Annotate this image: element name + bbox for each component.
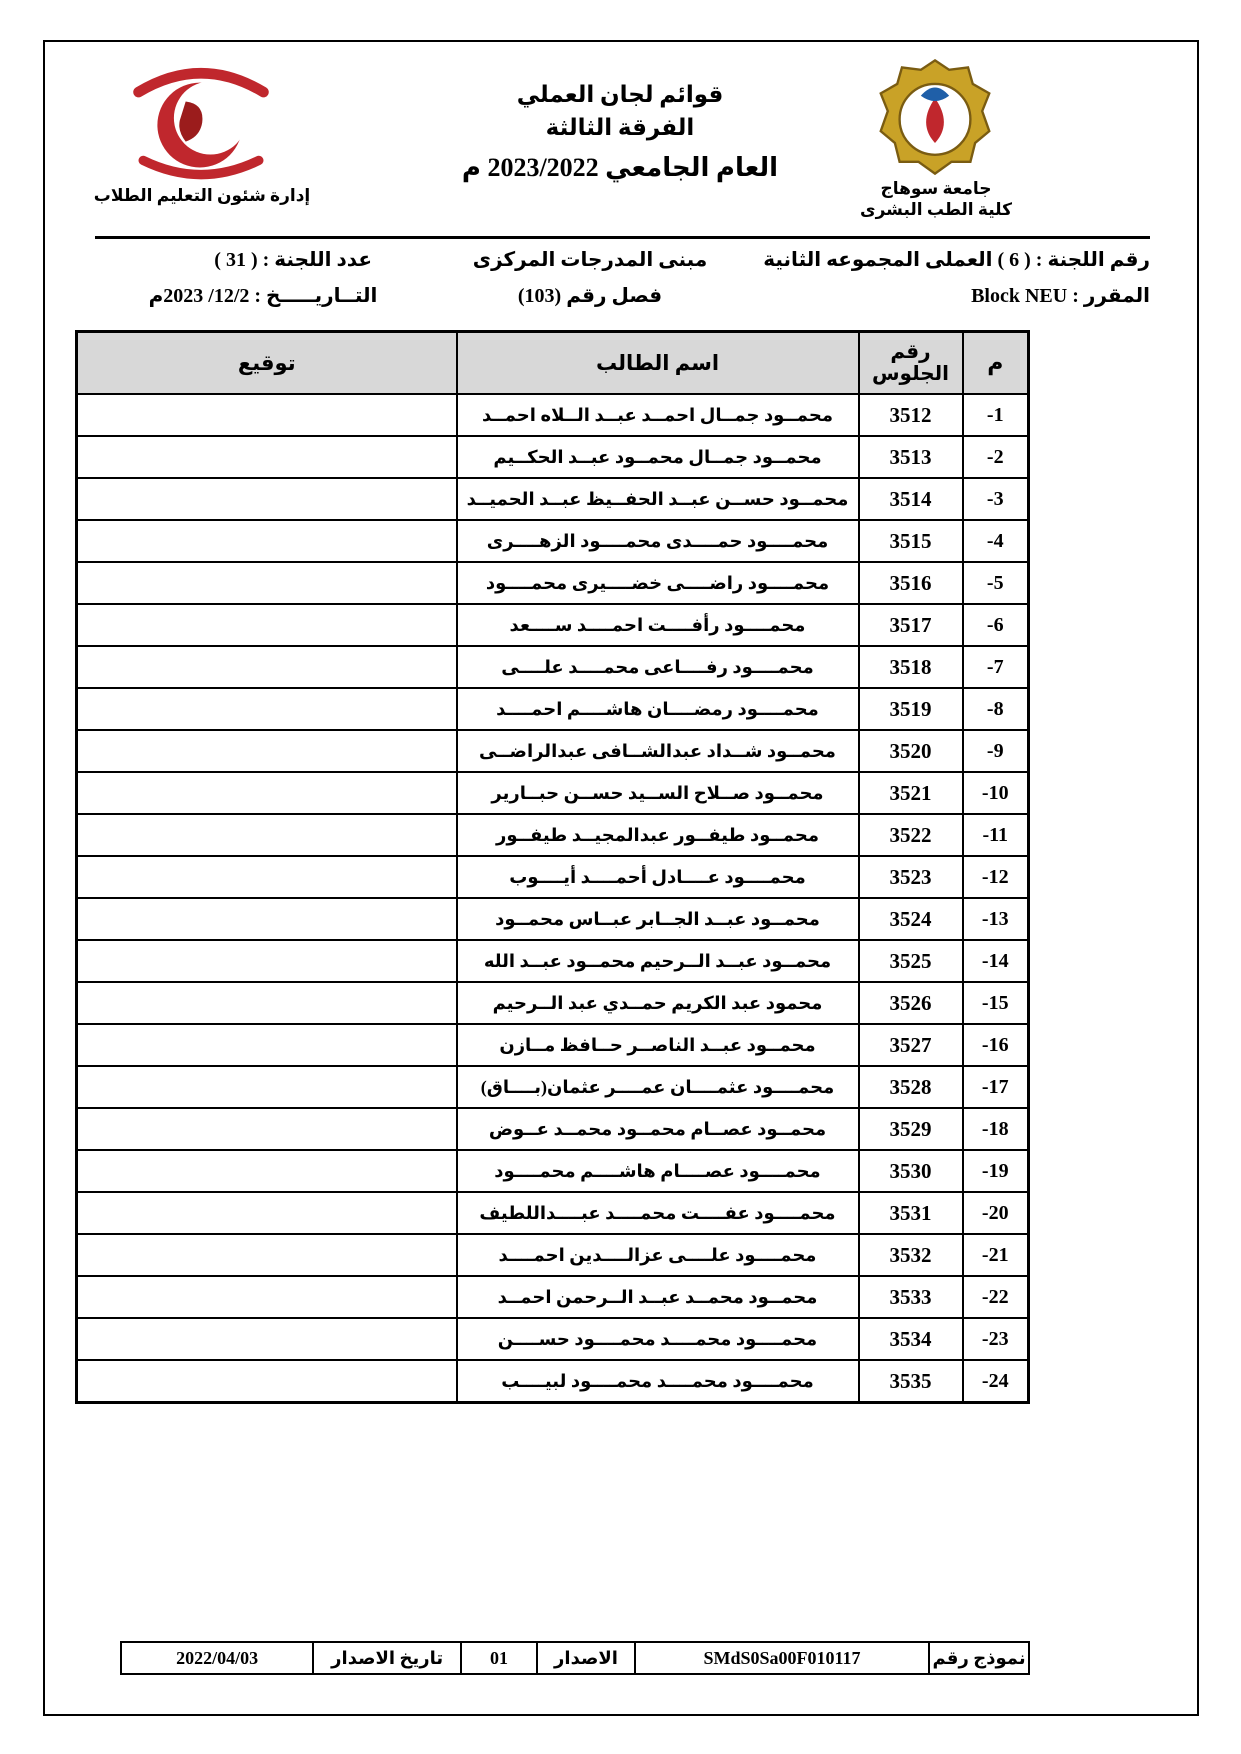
row-index: 24- — [963, 1360, 1029, 1403]
row-index: 20- — [963, 1192, 1029, 1234]
seat-number: 3522 — [859, 814, 963, 856]
row-index: 17- — [963, 1066, 1029, 1108]
table-row — [77, 730, 1029, 772]
seat-number: 3530 — [859, 1150, 963, 1192]
row-index: 6- — [963, 604, 1029, 646]
student-name: محمــــود رمضــــان هاشــــم احمــــد — [457, 688, 859, 730]
row-index: 5- — [963, 562, 1029, 604]
signature-cell — [77, 520, 457, 562]
seat-number: 3534 — [859, 1318, 963, 1360]
row-index: 19- — [963, 1150, 1029, 1192]
signature-cell — [77, 1360, 457, 1403]
seat-number: 3521 — [859, 772, 963, 814]
seat-number: 3514 — [859, 478, 963, 520]
student-name: محمــود حســن عبــد الحفــيظ عبــد الحميــد — [457, 478, 859, 520]
table-row — [77, 1318, 1029, 1360]
table-row — [77, 940, 1029, 982]
table-row — [77, 814, 1029, 856]
table-row — [77, 1276, 1029, 1318]
header-name: اسم الطالب — [457, 332, 859, 395]
seat-number: 3532 — [859, 1234, 963, 1276]
department-name: إدارة شئون التعليم الطلاب — [93, 186, 311, 205]
title-line-1: قوائم لجان العملي — [516, 82, 724, 107]
row-index: 7- — [963, 646, 1029, 688]
seat-number: 3527 — [859, 1024, 963, 1066]
room-number: فصل رقم (103) — [517, 285, 663, 307]
student-name: محمــــود محمــــد محمــــود حســــن — [457, 1318, 859, 1360]
university-emblem-logo — [876, 58, 994, 176]
committee-number: رقم اللجنة : ( 6 ) العملى المجموعه الثانية — [763, 249, 1150, 271]
seat-number: 3531 — [859, 1192, 963, 1234]
student-name: محمــود صــلاح الســيد حســن حبــارير — [457, 772, 859, 814]
seat-number: 3524 — [859, 898, 963, 940]
seat-number: 3513 — [859, 436, 963, 478]
title-line-2: الفرقة الثالثة — [545, 115, 695, 141]
seat-number: 3526 — [859, 982, 963, 1024]
row-index: 13- — [963, 898, 1029, 940]
table-row — [77, 604, 1029, 646]
signature-cell — [77, 982, 457, 1024]
row-index: 3- — [963, 478, 1029, 520]
document-title-block — [350, 78, 890, 183]
signature-cell — [77, 898, 457, 940]
student-name: محمــود طيفــور عبدالمجيــد طيفــور — [457, 814, 859, 856]
table-row — [77, 436, 1029, 478]
student-name: محمــــود عفــــت محمــــد عبــــداللطيف — [457, 1192, 859, 1234]
signature-cell — [77, 1066, 457, 1108]
student-name: محمــــود حمــــدى محمــــود الزهــــرى — [457, 520, 859, 562]
row-index: 21- — [963, 1234, 1029, 1276]
student-name: محمــــود رأفــــت احمــــد ســــعد — [457, 604, 859, 646]
issue-date-label: تاريخ الاصدار — [313, 1642, 461, 1674]
table-row — [77, 1024, 1029, 1066]
table-row — [77, 1108, 1029, 1150]
student-name: محمــود جمــال محمــود عبــد الحكــيم — [457, 436, 859, 478]
table-row — [77, 1192, 1029, 1234]
student-name: محمــــود راضــــى خضــــيرى محمــــود — [457, 562, 859, 604]
seat-number: 3529 — [859, 1108, 963, 1150]
row-index: 11- — [963, 814, 1029, 856]
student-name: محمــــود عصــــام هاشــــم محمــــود — [457, 1150, 859, 1192]
seat-number: 3512 — [859, 394, 963, 436]
signature-cell — [77, 1150, 457, 1192]
row-index: 10- — [963, 772, 1029, 814]
table-row — [77, 520, 1029, 562]
seat-number: 3516 — [859, 562, 963, 604]
issue-date-value: 2022/04/03 — [121, 1642, 313, 1674]
red-crescent-logo — [112, 52, 290, 184]
table-row — [77, 478, 1029, 520]
row-index: 15- — [963, 982, 1029, 1024]
footer-strip — [120, 1641, 1030, 1675]
title-line-3: العام الجامعي 2023/2022 م — [461, 152, 779, 182]
row-index: 23- — [963, 1318, 1029, 1360]
row-index: 14- — [963, 940, 1029, 982]
seat-number: 3518 — [859, 646, 963, 688]
signature-cell — [77, 394, 457, 436]
table-row — [77, 646, 1029, 688]
signature-cell — [77, 1024, 457, 1066]
signature-cell — [77, 562, 457, 604]
seat-number: 3533 — [859, 1276, 963, 1318]
signature-cell — [77, 1276, 457, 1318]
student-name: محمــود عصــام محمــود محمــد عــوض — [457, 1108, 859, 1150]
header-seat: رقم الجلوس — [859, 332, 963, 395]
signature-cell — [77, 478, 457, 520]
faculty-name: كلية الطب البشرى — [860, 200, 1012, 220]
signature-cell — [77, 646, 457, 688]
table-row — [77, 898, 1029, 940]
table-row — [77, 982, 1029, 1024]
signature-cell — [77, 730, 457, 772]
student-name: محمــــود محمــــد محمــــود لبيــــب — [457, 1360, 859, 1403]
seat-number: 3535 — [859, 1360, 963, 1403]
table-row — [77, 1066, 1029, 1108]
student-name: محمــــود رفــــاعى محمــــد علــــى — [457, 646, 859, 688]
student-name: محمــود محمــد عبــد الــرحمن احمــد — [457, 1276, 859, 1318]
student-name: محمــــود علــــى عزالــــدين احمــــد — [457, 1234, 859, 1276]
signature-cell — [77, 688, 457, 730]
student-name: محمــود عبــد الجــابر عبــاس محمــود — [457, 898, 859, 940]
row-index: 16- — [963, 1024, 1029, 1066]
student-name: محمــود عبــد الناصــر حــافظ مــازن — [457, 1024, 859, 1066]
student-name: محمــــود عــــادل أحمــــد أيــــوب — [457, 856, 859, 898]
table-header-row — [77, 332, 1029, 395]
seat-number: 3517 — [859, 604, 963, 646]
row-index: 8- — [963, 688, 1029, 730]
student-name: محمود عبد الكريم حمــدي عبد الــرحيم — [457, 982, 859, 1024]
header-index: م — [963, 332, 1029, 395]
seat-number: 3520 — [859, 730, 963, 772]
signature-cell — [77, 772, 457, 814]
seat-number: 3523 — [859, 856, 963, 898]
exam-date: التــاريـــــخ : 12/2/ 2023م — [148, 285, 378, 307]
signature-cell — [77, 940, 457, 982]
student-name: محمــــود عثمــــان عمــــر عثمان(بــــاق) — [457, 1066, 859, 1108]
signature-cell — [77, 604, 457, 646]
row-index: 4- — [963, 520, 1029, 562]
table-row — [77, 688, 1029, 730]
signature-cell — [77, 436, 457, 478]
form-number-label: نموذج رقم — [929, 1642, 1029, 1674]
seat-number: 3519 — [859, 688, 963, 730]
student-rows — [77, 394, 1029, 1403]
issue-value: 01 — [461, 1642, 537, 1674]
signature-cell — [77, 856, 457, 898]
seat-number: 3528 — [859, 1066, 963, 1108]
student-name: محمــود شــداد عبدالشــافى عبدالراضــى — [457, 730, 859, 772]
seat-number: 3525 — [859, 940, 963, 982]
row-index: 2- — [963, 436, 1029, 478]
committee-count: عدد اللجنة : ( 31 ) — [214, 249, 372, 271]
row-index: 12- — [963, 856, 1029, 898]
signature-cell — [77, 1192, 457, 1234]
header-divider — [95, 236, 1150, 239]
table-row — [77, 856, 1029, 898]
table-row — [77, 772, 1029, 814]
table-row — [77, 1234, 1029, 1276]
signature-cell — [77, 1318, 457, 1360]
table-row — [77, 562, 1029, 604]
course-name: المقرر : Block NEU — [971, 285, 1150, 307]
building-name: مبنى المدرجات المركزى — [472, 249, 708, 271]
signature-cell — [77, 814, 457, 856]
header-signature: توقيع — [77, 332, 457, 395]
row-index: 1- — [963, 394, 1029, 436]
signature-cell — [77, 1234, 457, 1276]
students-table — [75, 330, 1030, 1404]
form-number-value: SMdS0Sa00F010117 — [635, 1642, 929, 1674]
table-row — [77, 394, 1029, 436]
table-row — [77, 1150, 1029, 1192]
student-name: محمــود جمــال احمــد عبــد الــلاه احمــد — [457, 394, 859, 436]
row-index: 18- — [963, 1108, 1029, 1150]
issue-label: الاصدار — [537, 1642, 635, 1674]
university-name: جامعة سوهاج — [880, 179, 992, 198]
table-row — [77, 1360, 1029, 1403]
student-name: محمــود عبــد الــرحيم محمــود عبــد الله — [457, 940, 859, 982]
seat-number: 3515 — [859, 520, 963, 562]
row-index: 9- — [963, 730, 1029, 772]
row-index: 22- — [963, 1276, 1029, 1318]
signature-cell — [77, 1108, 457, 1150]
